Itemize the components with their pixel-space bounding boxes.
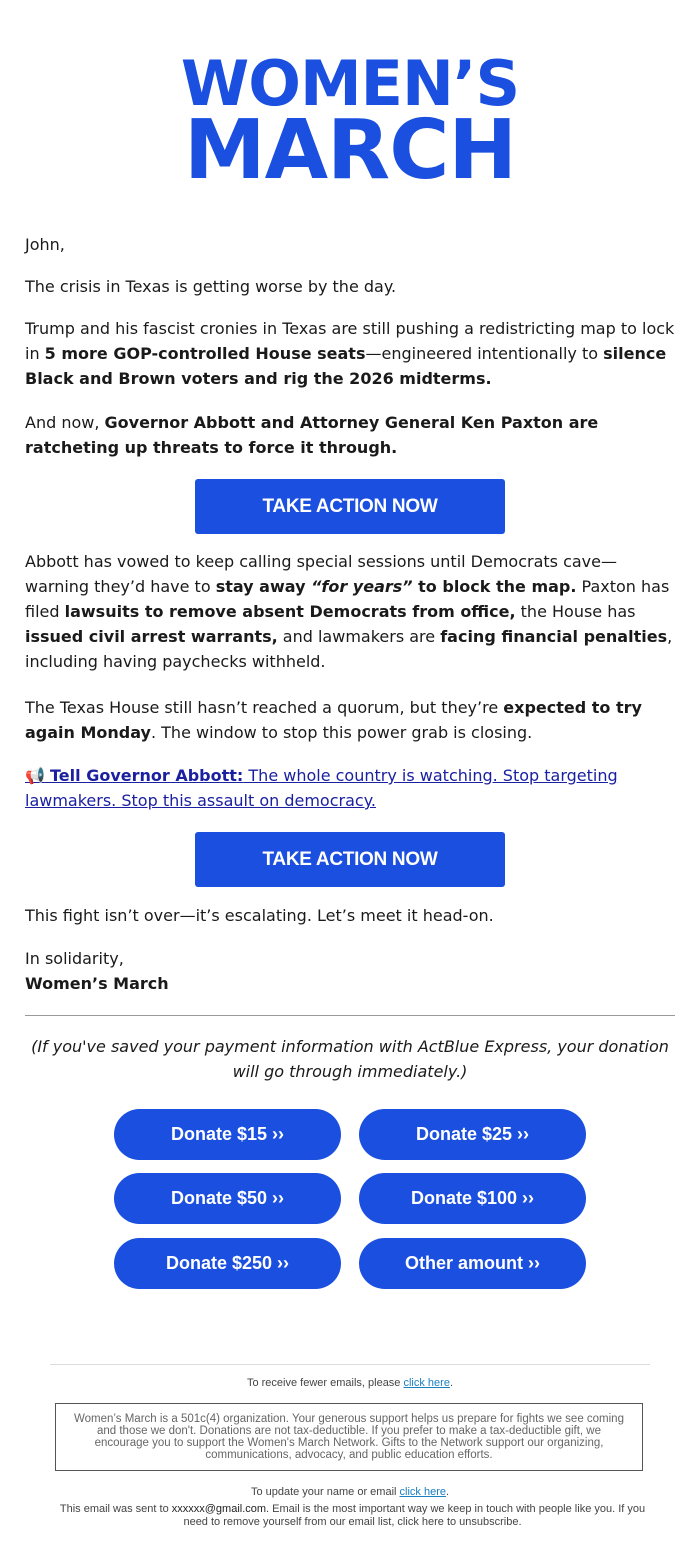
p4-bold-italic-c: “for years”: [311, 577, 413, 596]
p4-text-e: Paxton has filed: [25, 577, 670, 621]
paragraph-4: [25, 549, 675, 674]
update-info-period: .: [446, 1486, 450, 1498]
megaphone-icon: 📢: [25, 766, 45, 785]
divider: [25, 1015, 675, 1016]
greeting-text: John,: [25, 235, 65, 254]
donate-250-button[interactable]: Donate $250 ››: [114, 1238, 341, 1289]
p5-text-c: . The window to stop this power grab is closing.: [150, 723, 533, 742]
donate-50-button[interactable]: Donate $50 ››: [114, 1173, 341, 1224]
p4-bold-d: to block the map.: [412, 577, 577, 596]
update-info-line: [50, 1486, 650, 1499]
take-action-button-1[interactable]: TAKE ACTION NOW: [195, 479, 505, 534]
donate-25-button[interactable]: Donate $25 ››: [359, 1109, 586, 1160]
donate-other-button[interactable]: Other amount ››: [359, 1238, 586, 1289]
tell-governor-link[interactable]: [25, 763, 675, 813]
footer-divider: [50, 1364, 650, 1365]
p4-text-i: and lawmakers are: [277, 627, 441, 646]
paragraph-6: [25, 903, 675, 928]
paragraph-5: [25, 695, 675, 745]
p4-bold-f: lawsuits to remove absent Democrats from office,: [64, 602, 516, 621]
paragraph-2: [25, 316, 675, 391]
donate-100-button[interactable]: Donate $100 ››: [359, 1173, 586, 1224]
p2-bold-b: 5 more GOP-controlled House seats: [44, 344, 366, 363]
recipient-email: xxxxxx@gmail.com: [171, 1503, 267, 1515]
p4-text-g: the House has: [515, 602, 636, 621]
fewer-emails-period: .: [449, 1377, 454, 1389]
p4-bold-b: stay away: [215, 577, 312, 596]
womens-march-logo: [0, 47, 700, 198]
fewer-emails-text: To receive fewer emails, please: [246, 1377, 404, 1389]
donate-15-button[interactable]: Donate $15 ››: [114, 1109, 341, 1160]
update-info-link[interactable]: click here: [399, 1486, 446, 1498]
p4-bold-h: issued civil arrest warrants,: [25, 627, 278, 646]
p5-bold-b: expected to try again Monday: [25, 698, 642, 742]
paragraph-6-text: This fight isn’t over—it’s escalating. Let’s meet it head-on.: [25, 906, 494, 925]
fewer-emails-link[interactable]: click here: [403, 1377, 450, 1389]
actblue-note: (If you've saved your payment information with ActBlue Express, your donation will go through immediately.): [31, 1037, 669, 1081]
p3-bold-b: Governor Abbott and Attorney General Ken Paxton are ratcheting up threats to force it through.: [25, 413, 599, 457]
take-action-button-2[interactable]: TAKE ACTION NOW: [195, 832, 505, 887]
signoff: [25, 946, 675, 996]
p4-text-a: Abbott has vowed to keep calling special sessions until Democrats cave—warning they’d have to: [25, 552, 617, 596]
disclaimer-box: Women’s March is a 501c(4) organization. Your generous support helps us prepare for fights we see coming and those we don't. Donations are not tax-deductible. If you prefer to make a tax-deductible gift, we encourage you to support the Women's March Network. Gifts to the Network support our organizing, communications, advocacy, and public education efforts.: [55, 1403, 643, 1471]
p2-text-c: —engineered intentionally to: [365, 344, 604, 363]
logo-line-1: WOMEN’S: [180, 47, 520, 120]
paragraph-3: [25, 410, 675, 460]
greeting: [25, 232, 675, 257]
signature: Women’s March: [25, 974, 169, 993]
sent-to-text: This email was sent to: [59, 1503, 172, 1515]
sent-to-line: [55, 1503, 650, 1529]
tell-governor-bold: Tell Governor Abbott:: [50, 766, 244, 785]
p2-bold-d: silence Black and Brown voters and rig the 2026 midterms.: [25, 344, 667, 388]
paragraph-1: [25, 274, 675, 299]
p3-text-a: And now,: [25, 413, 105, 432]
p4-text-k: , including having paychecks withheld.: [25, 627, 673, 671]
paragraph-1-text: The crisis in Texas is getting worse by the day.: [25, 277, 397, 296]
fewer-emails-line: [50, 1377, 650, 1390]
logo-line-2: MARCH: [183, 103, 516, 198]
tell-governor-rest: The whole country is watching. Stop targeting lawmakers. Stop this assault on democracy.: [25, 766, 618, 810]
signoff-text: In solidarity,: [25, 949, 124, 968]
p2-text-a: Trump and his fascist cronies in Texas are still pushing a redistricting map to lock in: [25, 319, 675, 363]
p5-text-a: The Texas House still hasn’t reached a quorum, but they’re: [25, 698, 504, 717]
update-info-text: To update your name or email: [250, 1486, 400, 1498]
sent-to-suffix: . Email is the most important way we keep in touch with people like you. If you need to remove yourself from our email list, click here to unsubscribe.: [183, 1503, 646, 1528]
p4-bold-j: facing financial penalties: [440, 627, 668, 646]
